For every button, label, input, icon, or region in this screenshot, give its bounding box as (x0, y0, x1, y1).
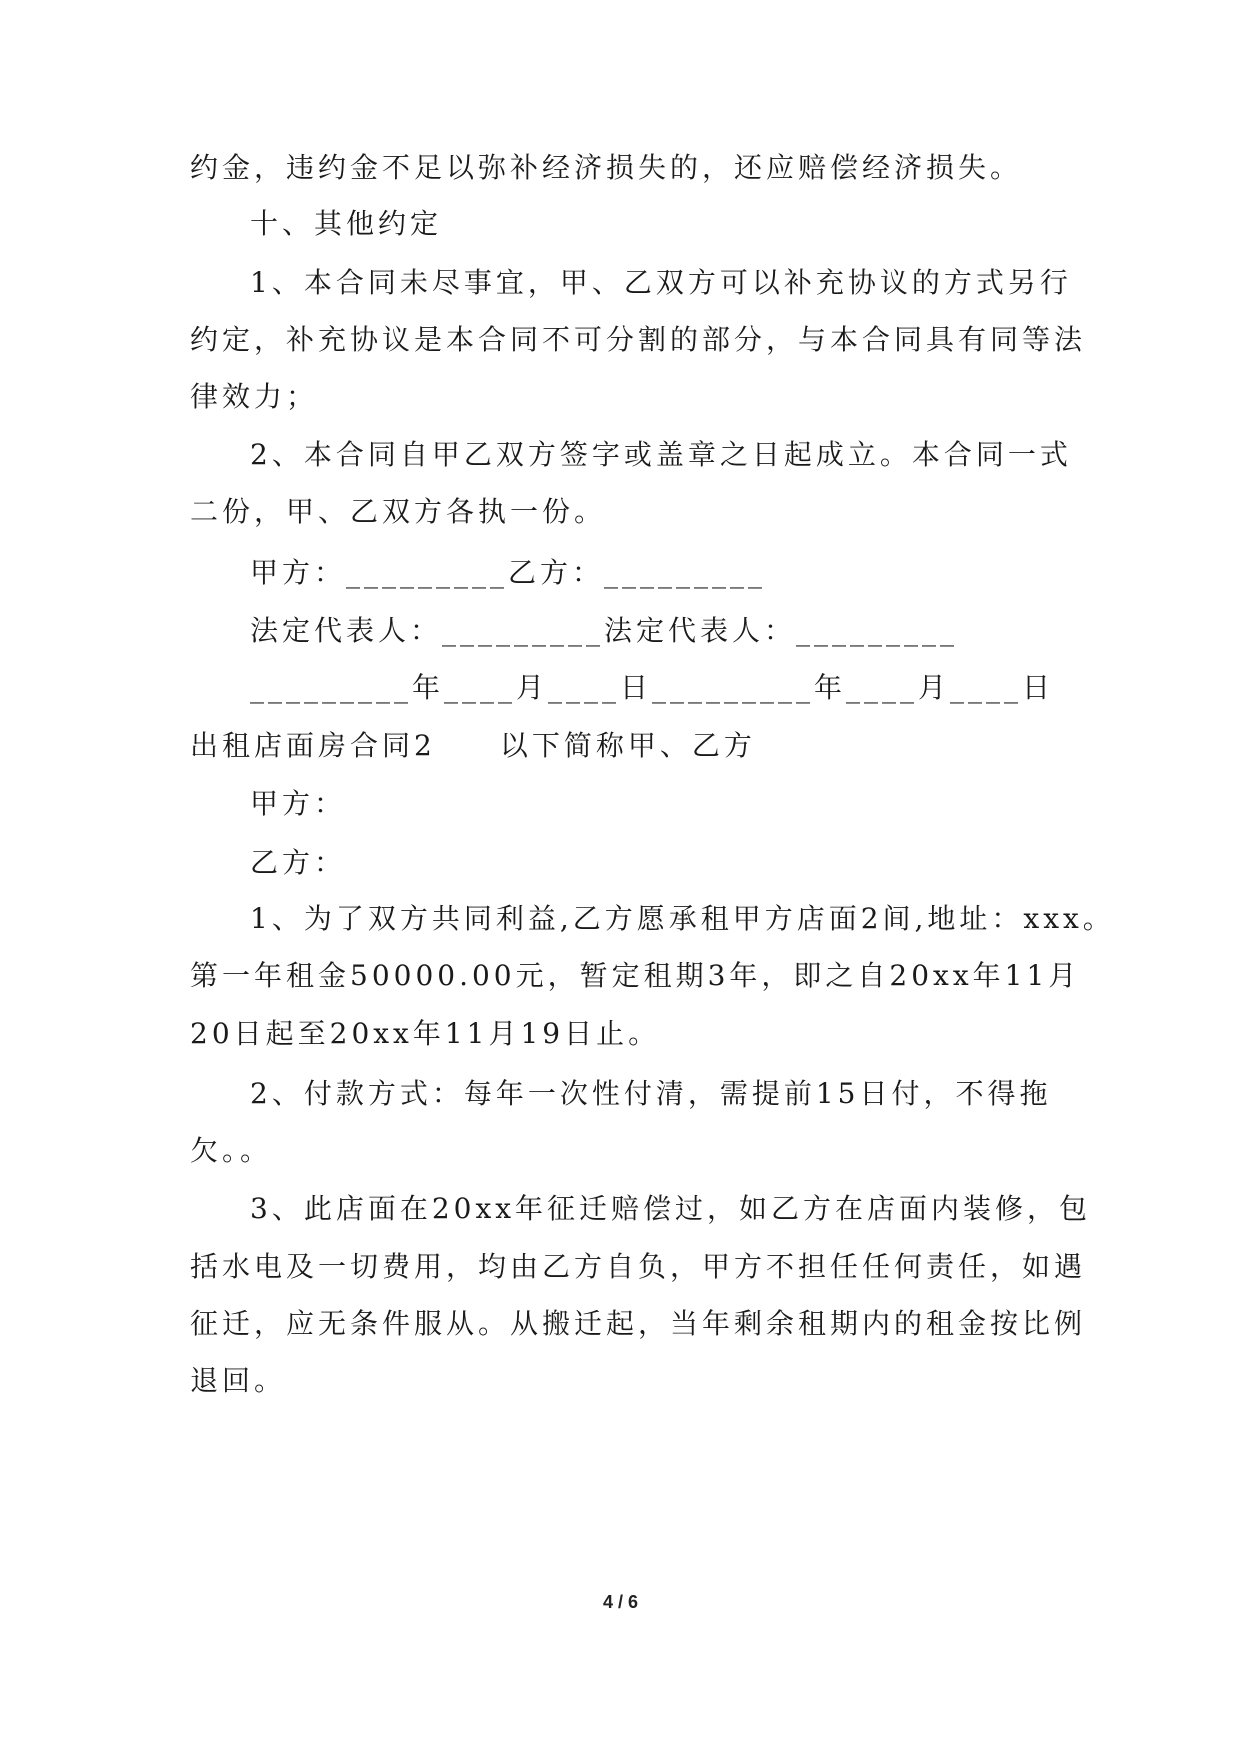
term-1-line-1: 1、为了双方共同利益,乙方愿承租甲方店面2间,地址：xxx。 (250, 902, 1115, 935)
section-heading-other-terms: 十、其他约定 (250, 207, 443, 240)
term-2-line-2: 欠。。 (190, 1134, 273, 1167)
signature-parties: 甲方：_________乙方：_________ (250, 556, 767, 589)
contract-2-title: 出租店面房合同2 以下简称甲、乙方 (190, 729, 756, 762)
clause-1-line-3: 律效力； (190, 380, 319, 413)
term-3-line-4: 退回。 (190, 1364, 287, 1397)
signature-representatives: 法定代表人：_________法定代表人：_________ (250, 614, 959, 647)
clause-2-line-2: 二份，甲、乙双方各执一份。 (190, 495, 607, 528)
party-b-label: 乙方： (250, 846, 347, 879)
clause-1-line-1: 1、本合同未尽事宜，甲、乙双方可以补充协议的方式另行 (250, 266, 1072, 299)
term-1-line-2: 第一年租金50000.00元，暂定租期3年，即之自20xx年11月 (190, 959, 1081, 992)
clause-2-line-1: 2、本合同自甲乙双方签字或盖章之日起成立。本合同一式 (250, 438, 1072, 471)
signature-dates: _________年____月____日_________年____月____日 (250, 671, 1055, 704)
text-line-1: 约金，违约金不足以弥补经济损失的，还应赔偿经济损失。 (190, 151, 1023, 184)
term-1-line-3: 20日起至20xx年11月19日止。 (190, 1017, 661, 1050)
clause-1-line-2: 约定，补充协议是本合同不可分割的部分，与本合同具有同等法 (190, 323, 1087, 356)
page-number: 4 / 6 (602, 1592, 639, 1612)
term-3-line-1: 3、此店面在20xx年征迁赔偿过，如乙方在店面内装修，包 (250, 1192, 1092, 1225)
term-3-line-3: 征迁，应无条件服从。从搬迁起，当年剩余租期内的租金按比例 (190, 1307, 1087, 1340)
term-3-line-2: 括水电及一切费用，均由乙方自负，甲方不担任任何责任，如遇 (190, 1250, 1087, 1283)
term-2-line-1: 2、付款方式：每年一次性付清，需提前15日付，不得拖 (250, 1077, 1052, 1110)
party-a-label: 甲方： (250, 787, 347, 820)
